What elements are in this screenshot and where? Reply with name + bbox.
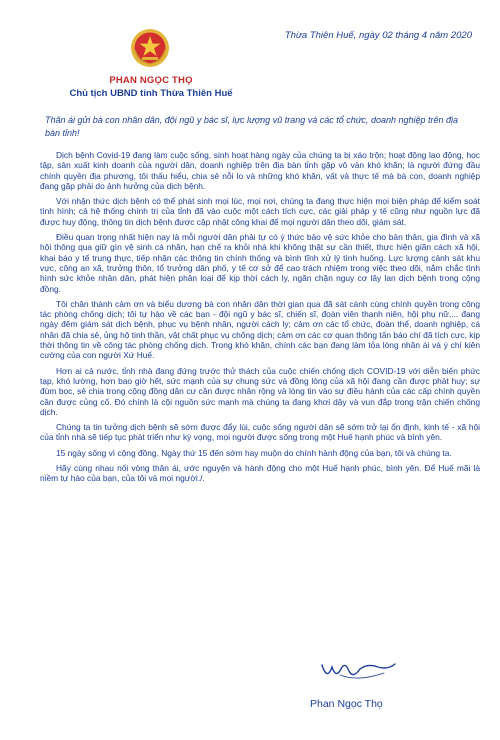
sender-title: Chủ tịch UBND tỉnh Thừa Thiên Huế <box>69 88 233 99</box>
signer-name: Phan Ngọc Thọ <box>310 698 383 710</box>
body-paragraph: Chúng ta tin tưởng dịch bệnh sẽ sớm được đẩy lùi, cuộc sống người dân sẽ sớm trở lại ổn định, kinh tế - xã hội của tỉnh nhà sẽ tiếp tục phát triển như kỳ vọng, mọi người được sống trong một Huế hạnh phúc và bình yên. <box>40 422 480 443</box>
body-paragraph: Với nhận thức dịch bệnh có thể phát sinh mọi lúc, mọi nơi, chúng ta đang thực hiện mọi biện pháp để kiểm soát tình hình; cả hệ thống chính trị của tỉnh đã vào cuộc một cách tích cực, các giải pháp y tế cũng như nguồn lực đã được huy động, thông tin dịch bệnh được cập nhật công khai để mọi người dân theo dõi, giám sát. <box>40 196 480 227</box>
handwritten-signature <box>318 655 398 685</box>
letter-date: Thừa Thiên Huế, ngày 02 tháng 4 năm 2020 <box>284 30 472 41</box>
national-emblem-icon <box>130 28 170 68</box>
sender-name: PHAN NGỌC THỌ <box>109 75 193 86</box>
body-paragraph: Hơn ai cả nước, tỉnh nhà đang đứng trước thử thách của cuộc chiến chống dịch COVID-19 với diễn biến phức tạp, khó lường, hơn bao giờ hết, sức mạnh của sự chung sức và đồng lòng của xã hội đang cần được phát huy; sự đùm bọc, sẻ chia trong cộng đồng dân cư cần được nhân rộng và lòng tin vào sự điều hành của các cấp chính quyền cần được củng cố. Đó chính là cội nguồn sức mạnh mà chúng ta đang khơi dậy và vun đắp trong trận chiến chống dịch. <box>40 365 480 417</box>
salutation: Thân ái gửi bà con nhân dân, đội ngũ y bác sĩ, lực lượng vũ trang và các tổ chức, doanh nghiệp trên địa bàn tỉnh! <box>45 115 459 138</box>
body-paragraph: Dịch bệnh Covid-19 đang làm cuộc sống, sinh hoạt hàng ngày của chúng ta bị xáo trộn; hoạt động lao động, học tập, sản xuất kinh doanh của người dân, doanh nghiệp trên địa bàn tỉnh gặp vô vàn khó khăn; là người đứng đầu chính quyền địa phương, tôi thấu hiểu, chia sẻ nỗi lo và những khó khăn, vất vả thực tế mà bà con, doanh nghiệp đang gặp phải do ảnh hưởng của dịch bệnh. <box>40 150 480 191</box>
body-paragraph: Hãy cùng nhau nối vòng thân ái, ước nguyện và hành động cho một Huế hạnh phúc, bình yên. Để Huế mãi là niềm tự hào của bạn, của tôi và mọi người./. <box>40 463 480 484</box>
body-paragraph: Tôi chân thành cảm ơn và biểu dương bà con nhân dân thời gian qua đã sát cánh cùng chính quyền trong công tác phòng chống dịch; tôi tự hào về các bạn - đội ngũ y bác sĩ, chiến sĩ, đoàn viên thanh niên, hội phụ nữ,... đang ngày đêm giám sát dịch bệnh, phục vụ bệnh nhân, người cách ly; cảm ơn các tổ chức, đoàn thể, doanh nghiệp, cá nhân đã chia sẻ, ủng hộ tinh thần, vật chất phục vụ chống dịch; cảm ơn các cơ quan thông tấn báo chí đã tích cực, kịp thời thông tin về công tác phòng chống dịch. Trong khó khăn, chính các bạn đang làm tỏa lòng nhân ái và ý chí kiên cường của con người Xứ Huế. <box>40 298 480 361</box>
body-paragraph: Điều quan trọng nhất hiện nay là mỗi người dân phải tự có ý thức bảo vệ sức khỏe cho bản thân, gia đình và xã hội thông qua giữ gìn vệ sinh cá nhân, hạn chế ra khỏi nhà khi không thật sự cần thiết, thực hiện giãn cách xã hội, khai báo y tế trung thực, tiếp nhận các thông tin chính thống và bình tĩnh xử lý tình huống. Lực lượng cảnh sát khu vực, công an xã, trưởng thôn, tổ trưởng dân phố, y tế cơ sở để cao trách nhiệm trong việc theo dõi, nắm chắc tình hình sức khỏe nhân dân, phát hiện phân loại để kịp thời cách ly, ngăn chặn nguy cơ lây lan dịch bệnh trong cộng đồng. <box>40 232 480 294</box>
letter-body <box>40 150 480 489</box>
body-paragraph: 15 ngày sống vì cộng đồng. Ngày thứ 15 đến sớm hay muộn do chính hành động của bạn, tôi và chúng ta. <box>56 447 452 458</box>
